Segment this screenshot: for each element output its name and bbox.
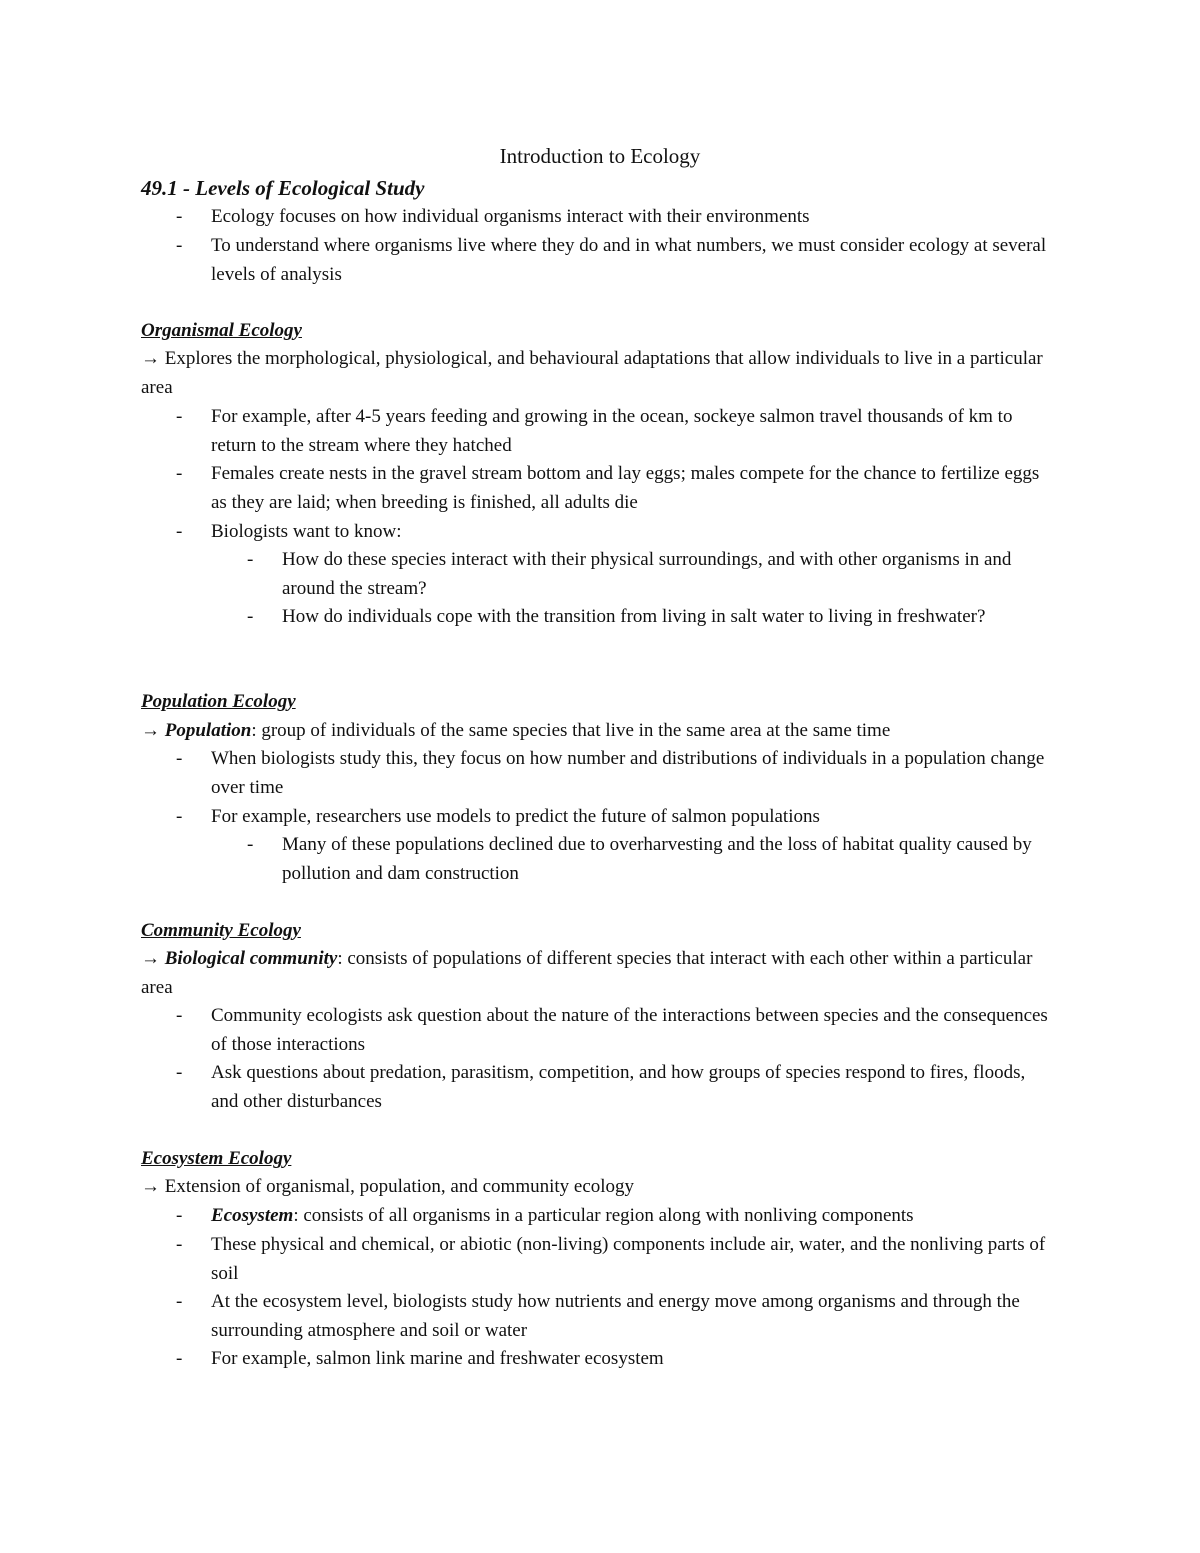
- population-bullet: - When biologists study this, they focus on how number and distributions of individuals in a population change over time: [211, 745, 1051, 802]
- section-heading: 49.1 - Levels of Ecological Study: [141, 176, 425, 200]
- community-heading: Community Ecology: [141, 920, 301, 941]
- population-bullet: - For example, researchers use models to predict the future of salmon populations: [211, 803, 1051, 832]
- ecosystem-definition: : consists of all organisms in a particular region along with nonliving components: [293, 1205, 914, 1226]
- intro-bullet: - Ecology focuses on how individual organisms interact with their environments: [211, 203, 1051, 232]
- ecosystem-bullet: [211, 1202, 1051, 1231]
- population-definition: : group of individuals of the same species that live in the same area at the same time: [251, 720, 891, 741]
- ecosystem-bullet: - These physical and chemical, or abiotic (non-living) components include air, water, and the nonliving parts of soil: [211, 1231, 1051, 1288]
- ecosystem-lead: → Extension of organismal, population, and community ecology: [141, 1176, 635, 1197]
- ecosystem-bullet: - For example, salmon link marine and freshwater ecosystem: [211, 1345, 1051, 1374]
- organismal-bullet: - Females create nests in the gravel stream bottom and lay eggs; males compete for the chance to fertilize eggs as they are laid; when breeding is finished, all adults die: [211, 460, 1051, 517]
- intro-bullet: - To understand where organisms live where they do and in what numbers, we must consider ecology at several levels of analysis: [211, 232, 1051, 289]
- community-lead: [141, 945, 1061, 1002]
- term-population: Population: [164, 720, 252, 741]
- term-biological-community: Biological community: [164, 948, 338, 969]
- arrow: →: [141, 948, 165, 969]
- ecosystem-heading: Ecosystem Ecology: [141, 1148, 292, 1169]
- arrow: →: [141, 720, 165, 741]
- organismal-bullet: - For example, after 4-5 years feeding and growing in the ocean, sockeye salmon travel thousands of km to return to the stream where they hatched: [211, 403, 1051, 460]
- ecosystem-bullet: - At the ecosystem level, biologists study how nutrients and energy move among organisms and through the surrounding atmosphere and soil or water: [211, 1288, 1051, 1345]
- community-bullet: - Community ecologists ask question about the nature of the interactions between species and the consequences of those interactions: [211, 1002, 1051, 1059]
- document-title: Introduction to Ecology: [499, 144, 701, 168]
- organismal-sub-bullet: - How do these species interact with their physical surroundings, and with other organisms in and around the stream?: [282, 546, 1062, 603]
- organismal-bullet: - Biologists want to know:: [211, 518, 1051, 547]
- community-bullet: - Ask questions about predation, parasitism, competition, and how groups of species respond to fires, floods, and other disturbances: [211, 1059, 1051, 1116]
- population-heading: Population Ecology: [141, 691, 296, 712]
- term-ecosystem: Ecosystem: [211, 1205, 294, 1226]
- population-sub-bullet: - Many of these populations declined due to overharvesting and the loss of habitat quality caused by pollution and dam construction: [282, 831, 1062, 888]
- community-definition: : consists of populations of different species that interact with each other within a particular area: [141, 948, 1033, 998]
- organismal-lead: → Explores the morphological, physiological, and behavioural adaptations that allow individuals to live in a particular area: [141, 348, 1043, 398]
- population-lead: [141, 717, 1061, 746]
- organismal-sub-bullet: - How do individuals cope with the transition from living in salt water to living in freshwater?: [282, 603, 1062, 632]
- organismal-heading: Organismal Ecology: [141, 320, 302, 341]
